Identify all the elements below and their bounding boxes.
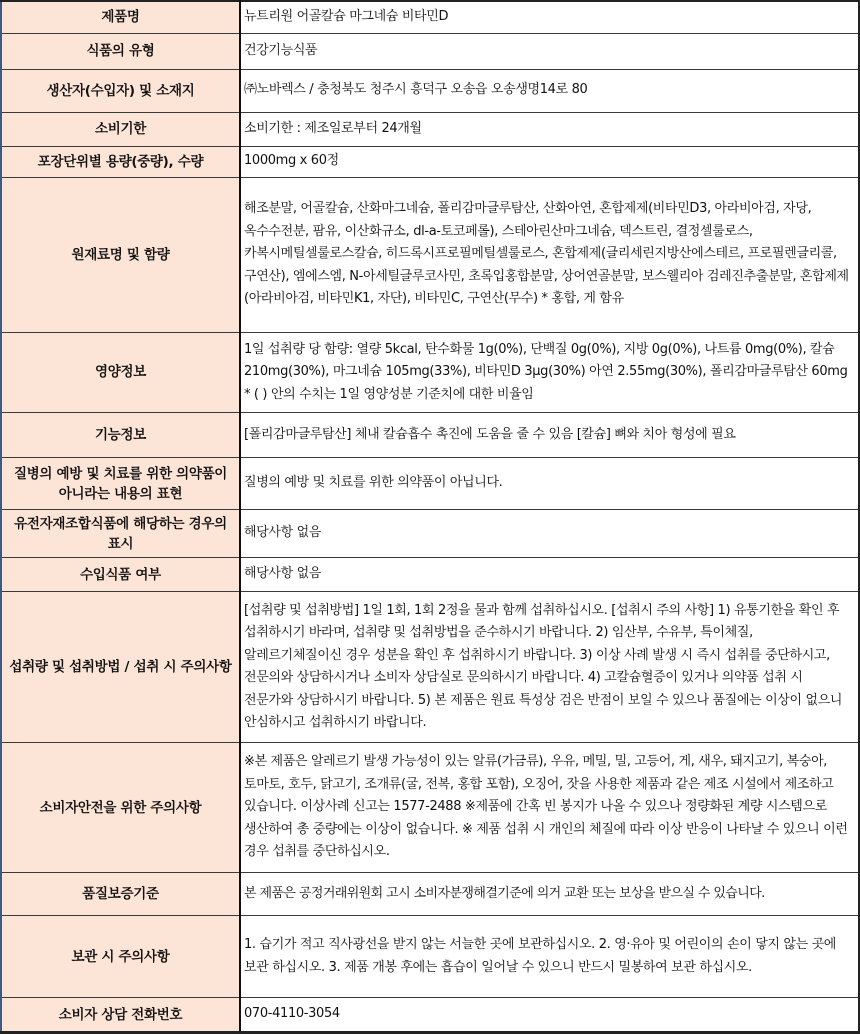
- table-row-package-quantity: [1, 146, 859, 177]
- row-label: 영양정보: [1, 332, 240, 413]
- row-label: 식품의 유형: [1, 33, 240, 69]
- row-label: 품질보증기준: [1, 873, 240, 916]
- row-value: 1. 습기가 적고 직사광선을 받지 않는 서늘한 곳에 보관하십시오. 2. 영·유아 및 어린이의 손이 닿지 않는 곳에 보관 하십시오. 3. 제품 개봉 후에는 흡습이 일어날 수 있으니 반드시 밀봉하여 보관 하십시오.: [240, 916, 859, 998]
- table-row-imported: [1, 558, 859, 592]
- row-label: 소비기한: [1, 112, 240, 146]
- row-value: 해당사항 없음: [240, 510, 859, 558]
- row-value: 뉴트리원 어골칼슘 마그네슘 비타민D: [240, 1, 859, 33]
- row-label: 보관 시 주의사항: [1, 916, 240, 998]
- row-label: 기능정보: [1, 413, 240, 458]
- row-value: 1000mg x 60정: [240, 146, 859, 177]
- row-value: 질병의 예방 및 치료를 위한 의약품이 아닙니다.: [240, 458, 859, 510]
- row-label: 생산자(수입자) 및 소재지: [1, 69, 240, 112]
- row-label: 질병의 예방 및 치료를 위한 의약품이 아니라는 내용의 표현: [1, 458, 240, 510]
- table-row-quality-guarantee: [1, 873, 859, 916]
- row-value: 070-4110-3054: [240, 998, 859, 1033]
- table-row-expiry: [1, 112, 859, 146]
- table-row-function-info: [1, 413, 859, 458]
- row-label: 소비자 상담 전화번호: [1, 998, 240, 1033]
- row-value: 해당사항 없음: [240, 558, 859, 592]
- table-row-ingredients: [1, 177, 859, 332]
- table-row-nutrition: [1, 332, 859, 413]
- table-row-manufacturer: [1, 69, 859, 112]
- table-row-storage: [1, 916, 859, 998]
- row-label: 원재료명 및 함량: [1, 177, 240, 332]
- row-value: 해조분말, 어골칼슘, 산화마그네슘, 폴리감마글루탐산, 산화아연, 혼합제제(비타민D3, 아라비아검, 자당, 옥수수전분, 팜유, 이산화규소, dl-a-토코페롤), 스테아린산마그네슘, 덱스트린, 결정셀룰로스, 카복시메틸셀룰로스칼슘, 히드록시프로필메틸셀룰로스, 혼합제제(글리세린지방산에스테르, 프로필렌글리콜, 구연산), 엠에스엠, N-아세틸글루코사민, 초록입홍합분말, 상어연골분말, 보스웰리아 검레진추출분말, 혼합제제(아라비아검, 비타민K1, 자단), 비타민C, 구연산(무수) * 홍합, 게 함유: [240, 177, 859, 332]
- row-label: 수입식품 여부: [1, 558, 240, 592]
- table-row-food-type: [1, 33, 859, 69]
- row-value: 건강기능식품: [240, 33, 859, 69]
- row-value: [섭취량 및 섭취방법] 1일 1회, 1회 2정을 물과 함께 섭취하십시오. [섭취시 주의 사항] 1) 유통기한을 확인 후 섭취하시기 바라며, 섭취량 및 섭취방법을 준수하시기 바랍니다. 2) 임산부, 수유부, 특이체질, 알레르기체질이신 경우 성분을 확인 후 섭취하시기 바랍니다. 3) 이상 사례 발생 시 즉시 섭취를 중단하시고, 전문의와 상담하시거나 소비자 상담실로 문의하시기 바랍니다. 4) 고칼슘혈증이 있거나 의약품 섭취 시 전문가와 상담하시기 바랍니다. 5) 본 제품은 원료 특성상 검은 반점이 보일 수 있으나 품질에는 이상이 없으니 안심하시고 섭취하시기 바랍니다.: [240, 592, 859, 743]
- row-value: [폴리감마글루탐산] 체내 칼슘흡수 촉진에 도움을 줄 수 있음 [칼슘] 뼈와 치아 형성에 필요: [240, 413, 859, 458]
- table-row-intake-method: [1, 592, 859, 743]
- row-label: 유전자재조합식품에 해당하는 경우의 표시: [1, 510, 240, 558]
- row-value: 본 제품은 공정거래위원회 고시 소비자분쟁해결기준에 의거 교환 또는 보상을 받으실 수 있습니다.: [240, 873, 859, 916]
- table-row-gmo: [1, 510, 859, 558]
- row-label: 소비자안전을 위한 주의사항: [1, 743, 240, 873]
- table-row-not-medicine: [1, 458, 859, 510]
- table-row-product-name: [1, 1, 859, 33]
- row-label: 제품명: [1, 1, 240, 33]
- row-label: 섭취량 및 섭취방법 / 섭취 시 주의사항: [1, 592, 240, 743]
- row-value: 1일 섭취량 당 함량: 열량 5kcal, 탄수화물 1g(0%), 단백질 0g(0%), 지방 0g(0%), 나트륨 0mg(0%), 칼슘 210mg(30%), 마그네슘 105mg(33%), 비타민D 3μg(30%) 아연 2.55mg(30%), 폴리감마글루탐산 60mg * ( ) 안의 수치는 1일 영양성분 기준치에 대한 비율임: [240, 332, 859, 413]
- row-label: 포장단위별 용량(중량), 수량: [1, 146, 240, 177]
- row-value: ㈜노바렉스 / 충청북도 청주시 흥덕구 오송읍 오송생명14로 80: [240, 69, 859, 112]
- row-value: 소비기한 : 제조일로부터 24개월: [240, 112, 859, 146]
- row-value: ※본 제품은 알레르기 발생 가능성이 있는 알류(가금류), 우유, 메밀, 밀, 고등어, 게, 새우, 돼지고기, 복숭아, 토마토, 호두, 닭고기, 조개류(굴, 전복, 홍합 포함), 오징어, 잣을 사용한 제품과 같은 제조 시설에서 제조하고 있습니다. 이상사례 신고는 1577-2488 ※제품에 간혹 빈 봉지가 나올 수 있으나 정량화된 계량 시스템으로 생산하여 총 중량에는 이상이 없습니다. ※ 제품 섭취 시 개인의 체질에 따라 이상 반응이 나타날 수 있으니 이런 경우 섭취를 중단하십시오.: [240, 743, 859, 873]
- table-row-safety-caution: [1, 743, 859, 873]
- table-row-customer-phone: [1, 998, 859, 1033]
